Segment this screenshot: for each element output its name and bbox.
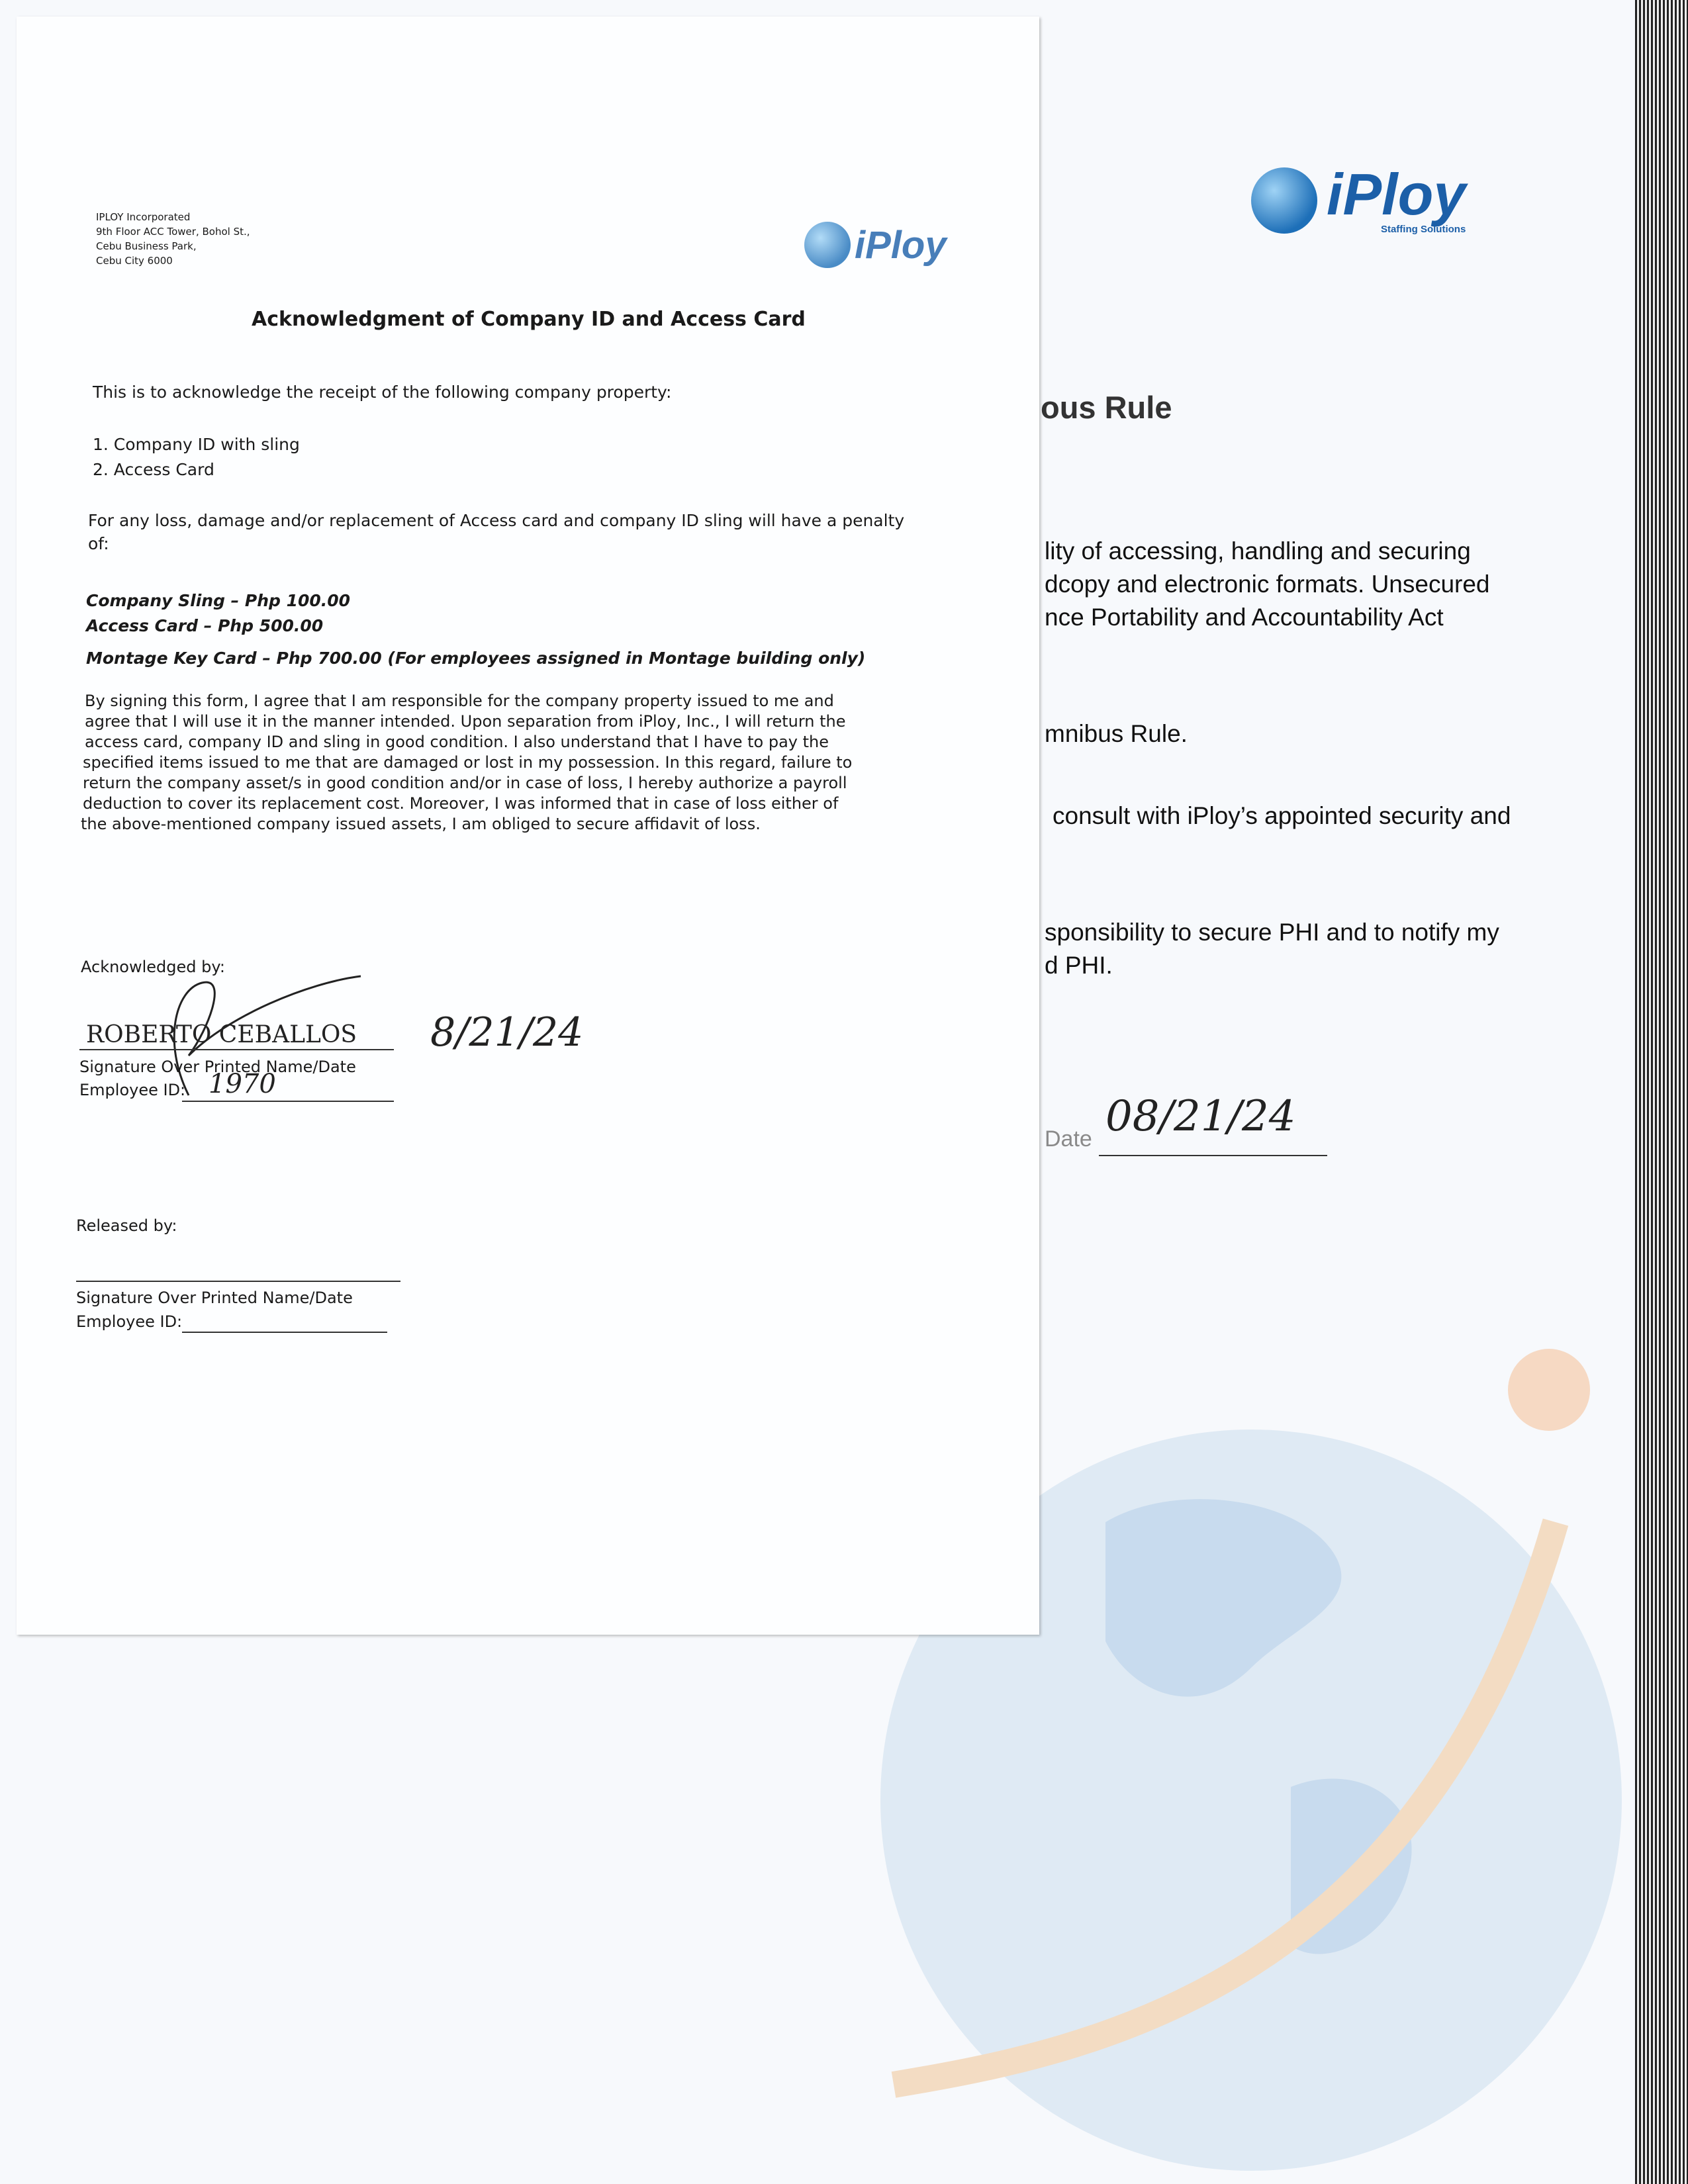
employee-id-label: Employee ID: — [79, 1081, 186, 1099]
handwritten-date: 8/21/24 — [430, 1009, 584, 1056]
address-line: Cebu City 6000 — [96, 255, 173, 267]
back-text-line: consult with iPloy’s appointed security and — [1053, 802, 1511, 829]
globe-icon — [1251, 167, 1317, 234]
employee-id-line — [182, 1332, 387, 1333]
handwritten-date: 08/21/24 — [1105, 1092, 1296, 1141]
agreement-line: return the company asset/s in good condition and/or in case of loss, I hereby authorize a payroll — [83, 774, 847, 792]
date-label: Date — [1045, 1126, 1092, 1152]
scanner-edge-strip — [1635, 0, 1688, 2184]
acknowledgment-form-page — [17, 17, 1039, 1635]
handwritten-employee-id: 1970 — [209, 1069, 276, 1099]
back-title-fragment: ous Rule — [1041, 390, 1172, 425]
company-address — [96, 210, 250, 268]
signature-label: Signature Over Printed Name/Date — [76, 1289, 353, 1307]
penalty-item: Company Sling – Php 100.00 — [86, 591, 351, 610]
logo-tagline: Staffing Solutions — [1380, 224, 1466, 235]
address-line: 9th Floor ACC Tower, Bohol St., — [96, 226, 250, 238]
penalty-intro: For any loss, damage and/or replacement of Access card and company ID sling will have a penalty — [88, 511, 905, 530]
signature-line — [79, 1049, 394, 1050]
penalty-item: Access Card – Php 500.00 — [86, 616, 324, 635]
released-by-label: Released by: — [76, 1216, 177, 1235]
list-item: 2. Access Card — [93, 460, 214, 479]
back-text-line: mnibus Rule. — [1045, 720, 1188, 747]
address-line: IPLOY Incorporated — [96, 211, 191, 223]
penalty-intro: of: — [88, 534, 109, 553]
penalty-item: Montage Key Card – Php 700.00 (For employees assigned in Montage building only) — [86, 649, 866, 668]
intro-text: This is to acknowledge the receipt of the following company property: — [93, 383, 672, 402]
agreement-line: By signing this form, I agree that I am responsible for the company property issued to me and — [85, 692, 834, 710]
employee-id-label: Employee ID: — [76, 1312, 183, 1331]
acknowledged-by-label: Acknowledged by: — [81, 958, 225, 976]
agreement-line: specified items issued to me that are damaged or lost in my possession. In this regard, failure to — [83, 753, 853, 772]
date-line — [1099, 1155, 1327, 1156]
handwritten-printed-name: ROBERTO CEBALLOS — [86, 1021, 357, 1048]
agreement-line: access card, company ID and sling in good condition. I also understand that I have to pay the — [85, 733, 829, 751]
back-text-line: dcopy and electronic formats. Unsecured — [1045, 570, 1490, 598]
logo-text: iPloy — [1327, 161, 1466, 227]
iploy-logo-large — [1251, 161, 1466, 235]
back-text-line: lity of accessing, handling and securing — [1045, 537, 1471, 565]
agreement-line: agree that I will use it in the manner intended. Upon separation from iPloy, Inc., I will return the — [85, 712, 846, 731]
agreement-line: the above-mentioned company issued assets, I am obliged to secure affidavit of loss. — [81, 815, 761, 833]
back-text-line: d PHI. — [1045, 952, 1113, 979]
logo-text: iPloy — [855, 223, 947, 267]
signature-line — [76, 1281, 400, 1282]
signature-label: Signature Over Printed Name/Date — [79, 1058, 356, 1076]
list-item: 1. Company ID with sling — [93, 435, 300, 454]
employee-id-line — [182, 1101, 394, 1102]
back-text-line: nce Portability and Accountability Act — [1045, 604, 1444, 631]
globe-icon — [804, 222, 851, 268]
address-line: Cebu Business Park, — [96, 240, 197, 252]
form-title: Acknowledgment of Company ID and Access Card — [252, 308, 806, 331]
iploy-logo-small — [804, 222, 947, 268]
back-text-line: sponsibility to secure PHI and to notify my — [1045, 919, 1499, 946]
agreement-line: deduction to cover its replacement cost. Moreover, I was informed that in case of loss either of — [83, 794, 839, 813]
